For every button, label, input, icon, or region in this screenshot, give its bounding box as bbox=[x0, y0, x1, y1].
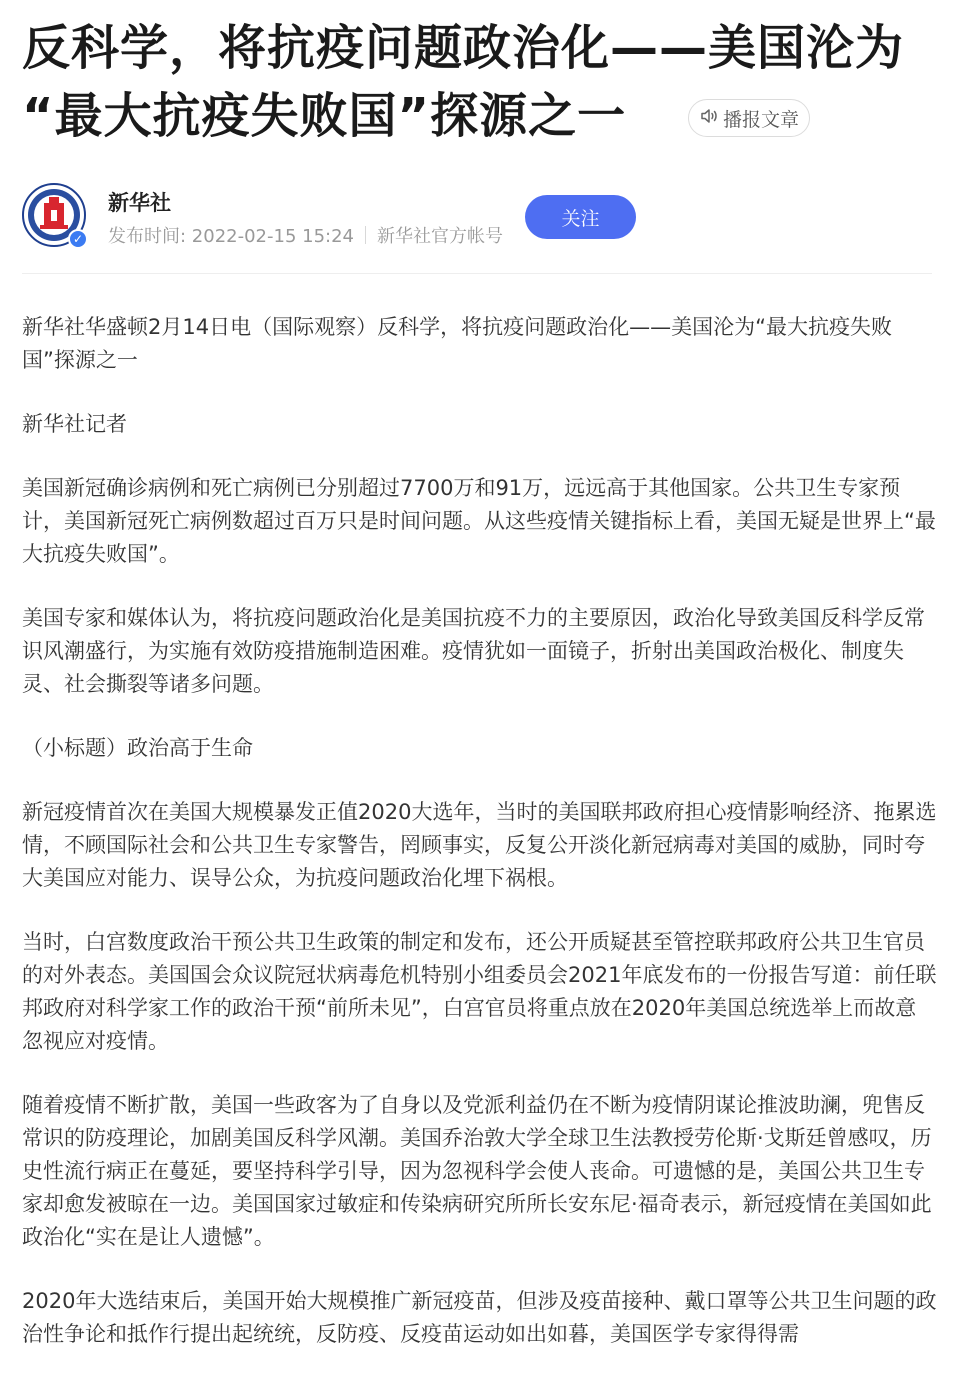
header-divider bbox=[22, 273, 932, 274]
article-title-line-2: “最大抗疫失败国”探源之一 bbox=[22, 88, 627, 144]
meta-divider bbox=[365, 226, 366, 244]
article-title-line-1: 反科学，将抗疫问题政治化——美国沦为 bbox=[22, 20, 905, 76]
article-paragraph: 美国专家和媒体认为，将抗疫问题政治化是美国抗疫不力的主要原因，政治化导致美国反科学反常识风潮盛行，为实施有效防疫措施制造困难。疫情犹如一面镜子，折射出美国政治极化、制度失灵、社会撕裂等诸多问题。 bbox=[22, 606, 925, 696]
article-paragraph: 新冠疫情首次在美国大规模暴发正值2020大选年，当时的美国联邦政府担心疫情影响经济、拖累选情，不顾国际社会和公共卫生专家警告，罔顾事实，反复公开淡化新冠病毒对美国的威胁，同时夸大美国应对能力、误导公众，为抗疫问题政治化埋下祸根。 bbox=[22, 800, 937, 890]
article-paragraph: 新华社华盛顿2月14日电（国际观察）反科学，将抗疫问题政治化——美国沦为“最大抗疫失败国”探源之一 bbox=[22, 315, 892, 372]
article-body bbox=[22, 311, 937, 1382]
article-meta bbox=[108, 222, 503, 248]
follow-button[interactable]: 关注 bbox=[525, 195, 636, 239]
article-subheading: （小标题）政治高于生命 bbox=[22, 736, 253, 760]
article-paragraph: 新华社记者 bbox=[22, 412, 127, 436]
article-paragraph: 美国新冠确诊病例和死亡病例已分别超过7700万和91万，远远高于其他国家。公共卫生专家预计，美国新冠死亡病例数超过百万只是时间问题。从这些疫情关键指标上看，美国无疑是世界上“最大抗疫失败国”。 bbox=[22, 476, 936, 566]
account-type: 新华社官方帐号 bbox=[377, 226, 503, 247]
article-paragraph: 2020年大选结束后，美国开始大规模推广新冠疫苗，但涉及疫苗接种、戴口罩等公共卫生问题的政治性争论和抵作行提出起统统，反防疫、反疫苗运动如出如暮，美国医学专家得得需 bbox=[22, 1289, 937, 1346]
listen-article-button[interactable] bbox=[688, 99, 810, 137]
listen-article-label: 播报文章 bbox=[722, 108, 799, 131]
publish-time: 发布时间: 2022-02-15 15:24 bbox=[108, 226, 354, 247]
author-name[interactable]: 新华社 bbox=[108, 191, 171, 215]
verified-badge-icon: ✓ bbox=[68, 229, 88, 249]
article-paragraph: 随着疫情不断扩散，美国一些政客为了自身以及党派利益仍在不断为疫情阴谋论推波助澜，兜售反常识的防疫理论，加剧美国反科学风潮。美国乔治敦大学全球卫生法教授劳伦斯·戈斯廷曾感叹，历史性流行病正在蔓延，要坚持科学引导，因为忽视科学会使人丧命。可遗憾的是，美国公共卫生专家却愈发被晾在一边。美国国家过敏症和传染病研究所所长安东尼·福奇表示，新冠疫情在美国如此政治化“实在是让人遗憾”。 bbox=[22, 1093, 932, 1249]
article-paragraph: 当时，白宫数度政治干预公共卫生政策的制定和发布，还公开质疑甚至管控联邦政府公共卫生官员的对外表态。美国国会众议院冠状病毒危机特别小组委员会2021年底发布的一份报告写道：前任联邦政府对科学家工作的政治干预“前所未见”，白宫官员将重点放在2020年美国总统选举上而故意忽视应对疫情。 bbox=[22, 930, 937, 1053]
speaker-icon bbox=[699, 106, 719, 131]
